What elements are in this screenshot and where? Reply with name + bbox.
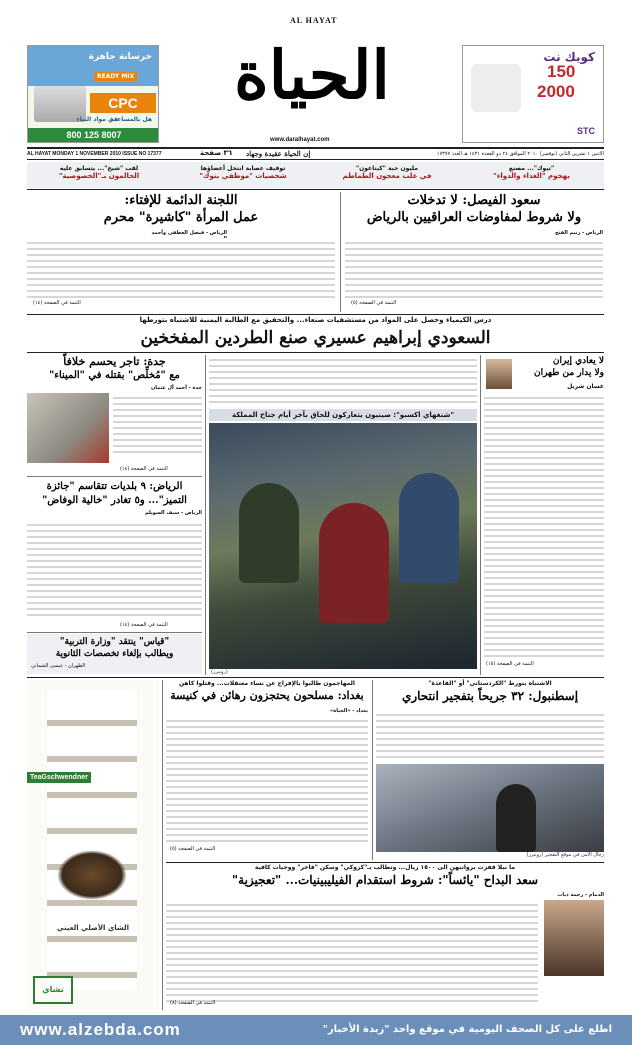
teaser-1-title: الحالمون بـ"الخصوصية" — [58, 172, 140, 180]
stc-price-2: 2000 — [537, 82, 575, 101]
footer-site[interactable]: www.alzebda.com — [20, 1020, 181, 1039]
jeddah-headline-1: جدة: تاجر يحسم خلافاً — [63, 355, 166, 368]
istanbul-kicker: الاشتباه بتورط "الكردستاني" أو "القاعدة" — [428, 680, 552, 687]
maids-kicker: ما نيلا قفزت برواتبهن الى ١٥٠٠ ريال... وتطالب بـ"كروكي" وسكن "فاخر" ووجبات كافية — [254, 864, 516, 871]
stc-logo: STC — [577, 126, 595, 136]
left-col-rule-1 — [27, 476, 202, 477]
jeddah-more[interactable]: التتمة في الصفحة (١٤) — [120, 466, 168, 472]
col-divider-2 — [205, 355, 206, 675]
riyadh-headline-1: الرياض: ٩ بلديات تتقاسم "جائزة — [46, 481, 183, 492]
tea-ad[interactable] — [27, 680, 159, 1010]
issue-line: AL HAYAT MONDAY 1 NOVEMBER 2010 ISSUE NO 17377 — [27, 151, 162, 157]
cpc-phone: 800 125 8007 — [28, 128, 159, 142]
police-figure — [496, 784, 536, 852]
middle-rule — [27, 677, 604, 678]
istanbul-photo — [376, 764, 604, 852]
maids-body — [166, 900, 538, 1006]
page-count: ٣٦ صفحة — [200, 149, 233, 157]
jeddah-headline-2: مع "مُخلِّص" بقتله في "الميناء" — [49, 370, 180, 381]
cpc-ad-line2: هل بالمساعدة — [110, 116, 152, 123]
left-col-rule-2 — [27, 632, 202, 633]
article-fatwa[interactable] — [27, 192, 335, 312]
col-divider-3 — [480, 355, 481, 675]
fatwa-body — [27, 238, 335, 298]
fatwa-headline-1: اللجنة الدائمة للإفتاء: — [124, 193, 238, 208]
riyadh-more[interactable]: التتمة في الصفحة (١٤) — [120, 622, 168, 628]
stc-brand: كويك نت — [543, 50, 595, 64]
qiyas-headline-2: ويطالب بإلغاء تخصصات الثانوية — [55, 649, 174, 659]
istanbul-headline: إسطنبول: ٣٢ جريحاً بتفجير انتحاري — [401, 689, 579, 703]
tea-logo: تشاي — [33, 976, 73, 1004]
ready-mix-badge: READY MIX — [94, 72, 137, 81]
fatwa-headline-2: عمل المرأة "كاشيرة" محرم — [103, 210, 259, 225]
baghdad-more[interactable]: التتمة في الصفحة (٥) — [170, 846, 216, 852]
top-stories-rule — [27, 314, 604, 315]
modem-illustration — [471, 64, 521, 112]
article-baghdad[interactable] — [166, 680, 368, 860]
faisal-headline-2: ولا شروط لمفاوضات العراقيين بالرياض — [366, 210, 582, 225]
maids-photo — [544, 900, 604, 976]
iran-more[interactable]: التتمة في الصفحة (١٥) — [486, 661, 534, 667]
masthead-rule-bottom — [27, 159, 604, 160]
crowd-figure-2 — [319, 503, 389, 623]
fatwa-more[interactable]: التتمة في الصفحة (١٤) — [33, 300, 81, 306]
masthead-rule-top — [27, 147, 604, 149]
iran-author: غسان شربل — [567, 383, 604, 390]
qiyas-headline-1: "قياس" ينتقد "وزارة التربية" — [59, 637, 170, 647]
masthead-logo: الحياة — [234, 36, 390, 114]
iran-headline-2: ولا يدار من طهران — [533, 368, 604, 378]
china-headline: "شنغهاي اكسبو": صينيون يتعاركون للحاق بآخر أيام جناح المملكة — [209, 409, 477, 421]
faisal-headline-1: سعود الفيصل: لا تدخلات — [407, 193, 541, 208]
riyadh-body — [27, 520, 202, 616]
teaser-4-kicker: "تيوك"... مصنع — [508, 165, 555, 172]
author-photo — [486, 359, 512, 389]
teaser-2-kicker: توقيف عصابة انتحل أعضاؤها — [200, 165, 286, 172]
article-iran[interactable] — [484, 355, 604, 675]
article-china[interactable] — [209, 355, 477, 675]
jeddah-body — [113, 393, 202, 455]
tea-leaves — [57, 850, 127, 900]
faisal-body — [345, 238, 603, 298]
footer-banner[interactable] — [0, 1015, 632, 1045]
tea-tagline: الشاي الأصلي العيني — [56, 924, 130, 932]
masthead-english-name: AL HAYAT — [290, 16, 338, 25]
china-intro-body — [209, 355, 477, 405]
teaser-3-kicker: مليون حبة "كبتاغون" — [356, 165, 418, 172]
tea-brand: TeaGschwendner — [27, 772, 91, 783]
crowd-figure-3 — [399, 473, 459, 583]
teaser-1-kicker: لقب "شيخ"... يتسابق عليه — [59, 165, 139, 172]
iran-headline-1: لا يعادي إيران — [552, 356, 604, 366]
article-riyadh[interactable] — [27, 480, 202, 620]
baghdad-byline: بغداد - «الحياة» — [330, 708, 368, 714]
cpc-ad-line1: خرسانة جاهزة — [88, 52, 152, 62]
lower-rule — [166, 862, 604, 863]
article-qiyas[interactable] — [27, 634, 202, 674]
article-jeddah[interactable] — [27, 355, 202, 465]
faisal-byline: الرياض - رنيم الفتح — [554, 230, 603, 236]
col-divider-5 — [162, 680, 163, 1010]
footer-slogan: اطلع على كل الصحف اليومية في موقع واحد "زبدة الأخبار" — [322, 1024, 612, 1035]
istanbul-caption: رجال الأمن في موقع التفجير (رويترز) — [526, 852, 604, 858]
article-faisal[interactable] — [345, 192, 603, 312]
faisal-more[interactable]: التتمة في الصفحة (٥) — [351, 300, 397, 306]
maids-headline: سعد البداح "يائساً": شروط استقدام الفيليبينيات... "تعجيزية" — [231, 873, 539, 887]
teaser-3-title: في علب معجون الطماطم — [342, 172, 432, 180]
stc-price-1: 150 — [547, 62, 576, 81]
baghdad-kicker: المهاجمون طالبوا بالإفراج عن نساء معتقلات... وقتلوا كاهن — [179, 680, 355, 687]
maids-more[interactable]: التتمة في الصفحة (٨) — [170, 1000, 216, 1006]
stc-ad[interactable] — [462, 45, 604, 143]
baghdad-headline: بغداد: مسلحون يحتجزون رهائن في كنيسة — [170, 689, 364, 702]
qiyas-byline: الظهران - عيسى الشماني — [31, 663, 86, 669]
masthead-website[interactable]: www.daralhayat.com — [270, 137, 330, 143]
col-divider-1 — [340, 192, 341, 312]
teaser-2-title: شخصيات "موظفي بنوك" — [199, 172, 287, 180]
banner-rule — [27, 352, 604, 353]
slogan: إن الحياة عقيدة وجهاد — [246, 149, 311, 158]
banner-kicker: درس الكيمياء وحصل على المواد من مستشفيات صنعاء... والتحقيق مع الطالبة اليمنية للاشتباه بتورطها — [139, 316, 492, 324]
date-line: الاثنين ١ تشرين الثاني (نوفمبر) ٢٠١٠ الموافق ٢٤ ذو القعدة ١٤٣١ هـ العدد ١٧٣٧٧ — [436, 151, 604, 157]
iran-body — [484, 393, 604, 657]
jeddah-photo — [27, 393, 109, 463]
china-photo — [209, 423, 477, 669]
crowd-figure-1 — [239, 483, 299, 583]
article-maids[interactable] — [166, 864, 604, 1012]
banner-headline[interactable]: السعودي إبراهيم عسيري صنع الطردين المفخخين — [140, 328, 491, 348]
fatwa-byline: الرياض - فيصل العطفي وأحمد — [151, 230, 227, 236]
jeddah-byline: جدة - أحمد آل عثمان — [150, 385, 202, 391]
article-istanbul[interactable] — [376, 680, 604, 860]
teaser-4[interactable] — [459, 162, 604, 188]
riyadh-byline: الرياض - سيف السويلم — [144, 510, 202, 516]
istanbul-body — [376, 710, 604, 760]
cpc-logo: CPC — [90, 93, 156, 113]
baghdad-body — [166, 716, 368, 844]
teaser-3[interactable] — [315, 162, 459, 188]
teaser-4-title: بهجوم "الغذاء والدواء" — [493, 172, 570, 180]
col-divider-4 — [372, 680, 373, 860]
teaser-1[interactable] — [27, 162, 171, 188]
tea-calligraphy — [47, 690, 137, 990]
cpc-ad[interactable] — [27, 45, 159, 143]
teaser-2[interactable] — [171, 162, 315, 188]
riyadh-headline-2: التميز"... و٥ تغادر "خالية الوفاض" — [42, 495, 187, 506]
china-caption: (رويترز) — [211, 669, 228, 675]
maids-byline: الدمام - رحمة ذياب — [557, 892, 604, 898]
cpc-ad-line3: في مواد البناء — [76, 116, 118, 123]
teaser-rule — [27, 189, 604, 190]
